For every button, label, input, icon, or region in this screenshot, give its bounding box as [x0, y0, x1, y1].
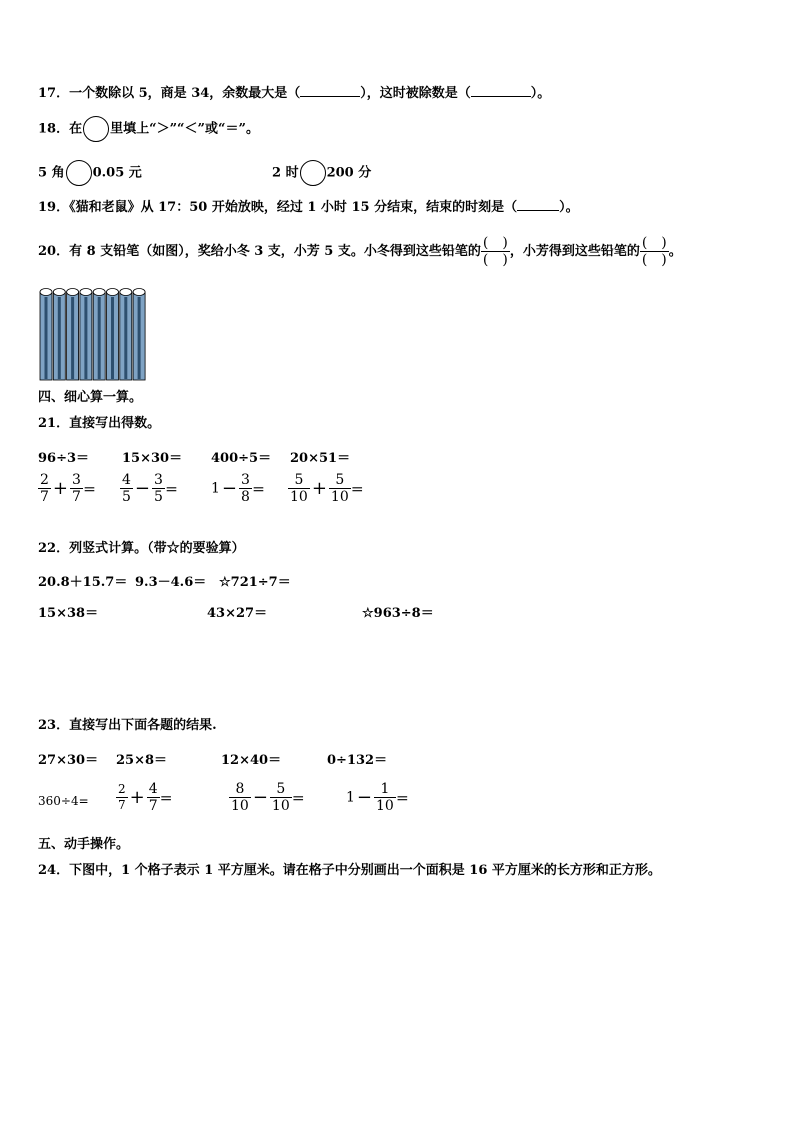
q18-c2-right: 200 分: [326, 165, 372, 181]
q23-frac-expr-2: $\frac{8}{10}$ − $\frac{5}{10}$ ＝: [231, 781, 305, 814]
q19-answer-blank[interactable]: [517, 198, 559, 211]
q23-expr-4: 0÷132＝: [327, 753, 388, 768]
pencil-icon: [53, 289, 65, 381]
q18-compare-2: [272, 160, 371, 186]
q21-frac-expr-3: 1 − $\frac{3}{8}$ ＝: [211, 472, 265, 505]
circle-example-icon: [83, 116, 109, 142]
question-18: [38, 116, 259, 142]
q22-expr-3: ☆721÷7＝: [219, 575, 291, 590]
q21-expr-2: 15×30＝: [122, 451, 183, 466]
q21-title: 21．直接写出得数。: [38, 416, 161, 431]
q23-expr-2: 25×8＝: [116, 753, 168, 768]
q23-expr-5: 360÷4=: [38, 794, 89, 808]
q21-frac-expr-4: $\frac{5}{10}$ + $\frac{5}{10}$ ＝: [290, 472, 364, 505]
q17-text-a: 17．一个数除以 5，商是 34，余数最大是（: [38, 86, 301, 101]
q19-text-b: ）。: [559, 200, 579, 215]
q23-frac-expr-3: 1 − $\frac{1}{10}$ ＝: [346, 781, 409, 814]
q18-c2-left: 2 时: [272, 165, 299, 181]
compare-circle-2[interactable]: [300, 160, 326, 186]
section-5-heading: 五、动手操作。: [38, 837, 130, 852]
q18-c1-left: 5 角: [38, 165, 65, 181]
q20-fraction-blank-2[interactable]: $\frac{( )}{( )}$: [641, 235, 667, 268]
q21-expr-1: 96÷3＝: [38, 451, 90, 466]
q22-expr-4: 15×38＝: [38, 606, 99, 621]
q17-text-b: ），这时被除数是（: [360, 86, 471, 101]
q19-text-a: 19．《猫和老鼠》从 17：50 开始放映，经过 1 小时 15 分结束，结束的时刻是（: [38, 200, 518, 215]
q22-expr-5: 43×27＝: [207, 606, 268, 621]
pencil-icon: [120, 289, 132, 381]
pencil-icon: [40, 289, 52, 381]
q20-text-b: ，小芳得到这些铅笔的: [509, 244, 640, 259]
compare-circle-1[interactable]: [66, 160, 92, 186]
q22-title: 22．列竖式计算。（带☆的要验算）: [38, 541, 245, 556]
q22-expr-2: 9.3－4.6＝: [135, 575, 207, 590]
q18-compare-1: [38, 160, 142, 186]
question-17: [38, 84, 550, 103]
section-4-heading: 四、细心算一算。: [38, 390, 143, 405]
q18-text-b: 里填上“＞”“＜”或“＝”。: [110, 121, 259, 137]
question-20: [38, 235, 682, 269]
pencil-icon: [133, 289, 145, 381]
q21-expr-3: 400÷5＝: [211, 451, 272, 466]
q20-fraction-blank-1[interactable]: $\frac{( )}{( )}$: [482, 235, 508, 268]
q17-answer-blank-1[interactable]: [300, 84, 360, 97]
pencil-icon: [67, 289, 79, 381]
q23-expr-1: 27×30＝: [38, 753, 99, 768]
pencil-icon: [93, 289, 105, 381]
pencil-icon: [80, 289, 92, 381]
q20-text-c: 。: [668, 244, 682, 259]
pencil-icon: [107, 289, 119, 381]
q17-text-c: ）。: [530, 86, 551, 101]
q22-expr-6: ☆963÷8＝: [362, 606, 434, 621]
q23-frac-expr-1: $\frac{2}{7}$ + $\frac{4}{7}$ ＝: [118, 781, 173, 814]
q23-expr-3: 12×40＝: [221, 753, 282, 768]
q20-text-a: 20．有 8 支铅笔（如图），奖给小冬 3 支，小芳 5 支。小冬得到这些铅笔的: [38, 244, 481, 259]
q21-expr-4: 20×51＝: [290, 451, 351, 466]
question-19: [38, 198, 579, 217]
pencils-illustration: [38, 285, 156, 385]
q18-text-a: 18．在: [38, 121, 83, 137]
q23-title: 23．直接写出下面各题的结果.: [38, 718, 217, 733]
q21-frac-expr-1: $\frac{2}{7}$ + $\frac{3}{7}$ ＝: [40, 472, 96, 505]
question-24: 24．下图中，1 个格子表示 1 平方厘米。请在格子中分别画出一个面积是 16 平方厘米的长方形和正方形。: [38, 863, 661, 878]
q17-answer-blank-2[interactable]: [471, 84, 531, 97]
q18-c1-right: 0.05 元: [92, 165, 142, 181]
q22-expr-1: 20.8＋15.7＝: [38, 575, 128, 590]
q21-frac-expr-2: $\frac{4}{5}$ − $\frac{3}{5}$ ＝: [122, 472, 178, 505]
